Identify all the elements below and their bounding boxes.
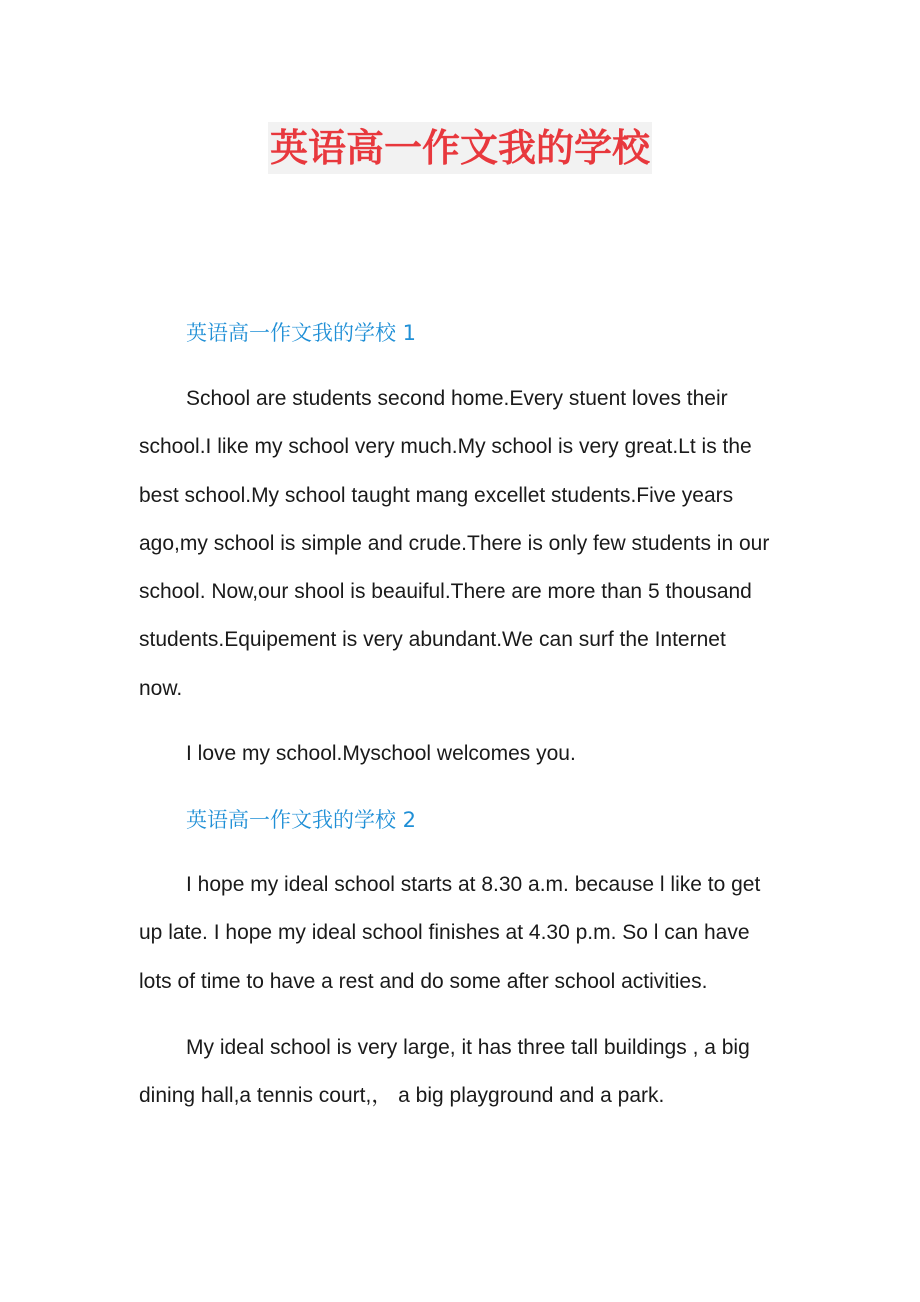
paragraph-line: My ideal school is very large, it has three tall buildings , a big — [186, 1036, 750, 1059]
paragraph-line: school. Now,our shool is beauiful.There are more than 5 thousand — [139, 580, 752, 604]
paragraph-line: I hope my ideal school starts at 8.30 a.m. because l like to get — [186, 873, 761, 896]
paragraph-line: dining hall,a tennis court,， a big playground and a park. — [139, 1084, 665, 1108]
section-heading-2: 英语高一作文我的学校 2 — [186, 808, 417, 832]
paragraph-1-1 — [139, 375, 789, 713]
paragraph-line: school.I like my school very much.My school is very great.Lt is the — [139, 435, 752, 459]
paragraph-line: up late. I hope my ideal school finishes at 4.30 p.m. So l can have — [139, 921, 750, 945]
document-title: 英语高一作文我的学校 — [268, 122, 652, 174]
paragraph-line: lots of time to have a rest and do some after school activities. — [139, 969, 708, 993]
paragraph-line: now. — [139, 676, 183, 700]
paragraph-line: I love my school.Myschool welcomes you. — [186, 742, 576, 765]
paragraph-line: School are students second home.Every stuent loves their — [186, 387, 728, 410]
paragraph-2-1 — [139, 861, 789, 1006]
paragraph-line: students.Equipement is very abundant.We can surf the Internet — [139, 628, 726, 652]
paragraph-1-2 — [139, 730, 789, 778]
section-heading-1: 英语高一作文我的学校 1 — [186, 321, 417, 345]
paragraph-2-2 — [139, 1024, 789, 1121]
title-container — [0, 122, 920, 174]
paragraph-line: ago,my school is simple and crude.There is only few students in our — [139, 531, 770, 555]
paragraph-line: best school.My school taught mang excellet students.Five years — [139, 483, 734, 507]
